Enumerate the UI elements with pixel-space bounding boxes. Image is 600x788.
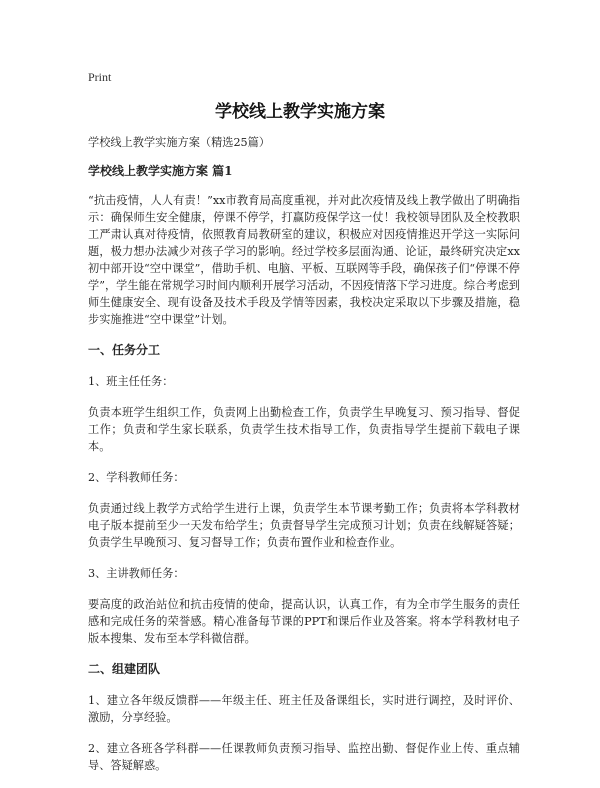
document-body — [88, 134, 520, 788]
intro-paragraph: “抗击疫情，人人有责！”xx市教育局高度重视，并对此次疫情及线上教学做出了明确指示：确保师生安全健康，停课不停学，打赢防疫保学这一仗！我校领导团队及全校教职工严肃认真对待疫情，依照教育局教研室的建议，积极应对因疫情推迟开学这一实际问题，极力想办法减少对孩子学习的影响。经过学校多层面沟通、论证，最终研究决定xx初中部开设“空中课堂”，借助手机、电脑、平板、互联网等手段，确保孩子们“停课不停学”，学生能在常规学习时间内顺利开展学习活动，不因疫情落下学习进度。综合考虑到师生健康安全、现有设备及技术手段及学情等因素，我校决定采取以下步骤及措施，稳步实施推进“空中课堂”计划。 — [88, 194, 520, 326]
team2-text: 2、建立各班各学科群——任课教师负责预习指导、监控出勤、督促作业上传、重点辅导、答疑解惑。 — [88, 742, 520, 772]
item2-label: 2、学科教师任务： — [88, 471, 185, 484]
item1-text: 负责本班学生组织工作，负责网上出勤检查工作，负责学生早晚复习、预习指导、督促工作；负责和学生家长联系，负责学生技术指导工作，负责指导学生提前下载电子课本。 — [88, 406, 520, 453]
section-heading: 学校线上教学实施方案 篇1 — [88, 164, 233, 178]
item3-text: 要高度的政治站位和抗击疫情的使命，提高认识，认真工作，有为全市学生服务的责任感和完成任务的荣誉感。精心准备每节课的PPT和课后作业及答案。将本学科教材电子版本搜集、发布至本学科微信群。 — [88, 598, 520, 645]
subtitle: 学校线上教学实施方案（精选25篇） — [88, 136, 271, 149]
part1-heading: 一、任务分工 — [88, 343, 161, 357]
item1-label: 1、班主任任务： — [88, 375, 174, 388]
item3-label: 3、主讲教师任务： — [88, 567, 185, 580]
item2-text: 负责通过线上教学方式给学生进行上课，负责学生本节课考勤工作；负责将本学科教材电子版本提前至少一天发布给学生；负责督导学生完成预习计划；负责在线解疑答疑；负责学生早晚预习、复习督导工作；负责布置作业和检查作业。 — [88, 502, 520, 549]
print-link[interactable]: Print — [88, 70, 112, 84]
page-title: 学校线上教学实施方案 — [215, 102, 385, 122]
part2-heading: 二、组建团队 — [88, 662, 161, 676]
team1-text: 1、建立各年级反馈群——年级主任、班主任及备课组长，实时进行调控，及时评价、激励，分享经验。 — [88, 694, 520, 724]
